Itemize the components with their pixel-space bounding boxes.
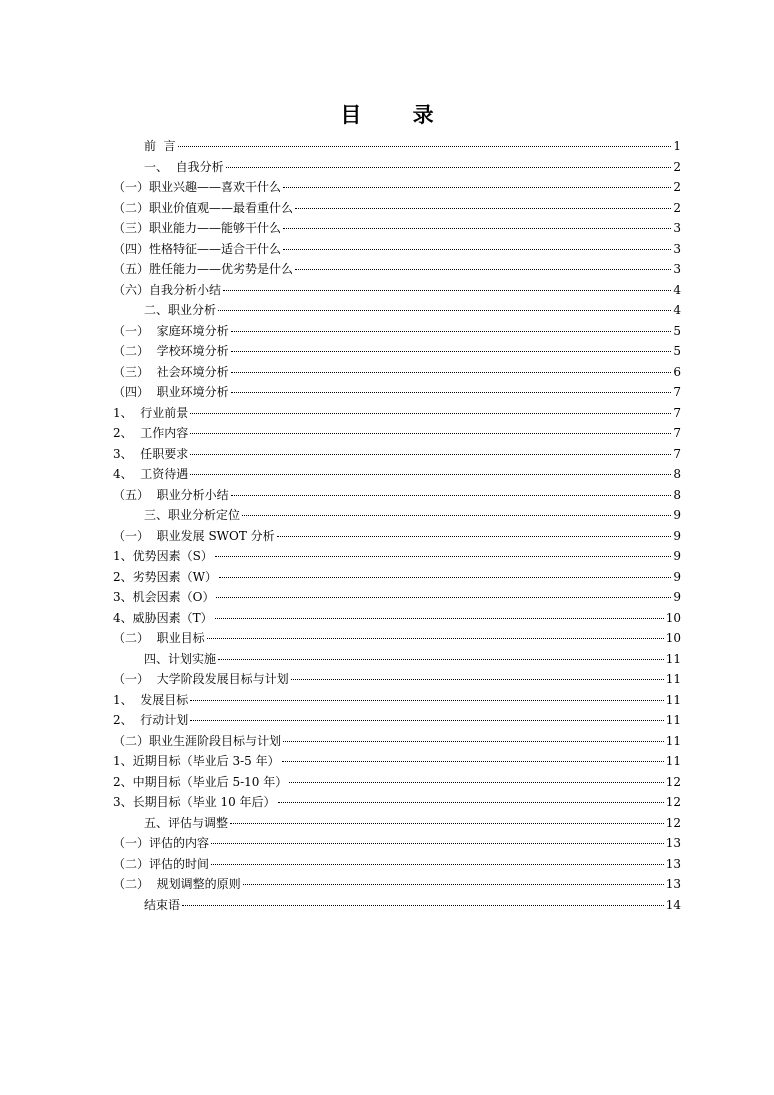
toc-entry[interactable] <box>113 608 681 629</box>
toc-entry-page-number: 7 <box>673 446 681 461</box>
toc-entry[interactable] <box>113 751 681 772</box>
toc-entry-page-number: 1 <box>673 139 681 153</box>
toc-dot-leader <box>231 495 672 496</box>
toc-entry[interactable] <box>113 464 681 485</box>
toc-entry-label: （六）自我分析小结 <box>113 282 222 297</box>
toc-entry-page-number: 9 <box>673 569 681 584</box>
toc-entry-label: 2、 工作内容 <box>113 426 189 440</box>
toc-entry[interactable] <box>113 198 681 219</box>
toc-entry[interactable] <box>113 341 681 362</box>
toc-entry-page-number: 7 <box>673 405 681 420</box>
toc-dot-leader <box>223 290 671 291</box>
toc-entry-page-number: 8 <box>673 487 681 502</box>
toc-entry-label: （一） 大学阶段发展目标与计划 <box>113 672 289 686</box>
toc-dot-leader <box>231 331 672 332</box>
toc-entry-label: （二） 职业目标 <box>113 631 205 645</box>
toc-dot-leader <box>231 392 672 393</box>
toc-entry[interactable] <box>113 505 681 526</box>
toc-dot-leader <box>182 905 664 906</box>
toc-dot-leader <box>190 433 671 434</box>
table-of-contents <box>113 136 681 915</box>
toc-entry[interactable] <box>113 218 681 239</box>
toc-entry-label: （一）评估的内容 <box>113 836 210 850</box>
toc-entry[interactable] <box>113 567 681 588</box>
toc-entry[interactable] <box>113 259 681 280</box>
toc-entry-page-number: 8 <box>673 467 681 481</box>
toc-dot-leader <box>231 372 672 373</box>
toc-entry-label: （一） 家庭环境分析 <box>113 323 229 338</box>
toc-dot-leader <box>216 597 671 598</box>
toc-entry-label: （二）评估的时间 <box>113 856 210 871</box>
toc-dot-leader <box>190 474 671 475</box>
toc-entry-label: （二） 规划调整的原则 <box>113 877 241 891</box>
toc-entry[interactable] <box>113 690 681 711</box>
toc-entry-label: 2、 行动计划 <box>113 713 189 727</box>
toc-entry[interactable] <box>113 382 681 403</box>
toc-dot-leader <box>215 618 664 619</box>
toc-entry-page-number: 12 <box>665 815 681 830</box>
toc-dot-leader <box>219 577 671 578</box>
toc-dot-leader <box>190 454 671 455</box>
toc-entry-page-number: 9 <box>673 590 681 604</box>
toc-entry-page-number: 2 <box>673 159 681 174</box>
toc-entry-page-number: 11 <box>665 651 681 666</box>
page-title: 目 录 <box>340 103 456 127</box>
toc-entry-page-number: 10 <box>665 610 681 625</box>
toc-entry[interactable] <box>113 669 681 690</box>
toc-entry-page-number: 5 <box>673 344 681 358</box>
toc-entry-page-number: 11 <box>665 754 681 768</box>
toc-entry-label: （四） 职业环境分析 <box>113 385 229 399</box>
toc-entry-label: 2、中期目标（毕业后 5-10 年） <box>113 774 288 789</box>
toc-entry-page-number: 7 <box>673 385 681 399</box>
toc-entry-label: 结束语 <box>144 897 181 912</box>
toc-entry-page-number: 9 <box>673 549 681 563</box>
toc-entry[interactable] <box>113 710 681 731</box>
toc-entry[interactable] <box>113 362 681 383</box>
toc-entry[interactable] <box>113 874 681 895</box>
toc-entry-page-number: 4 <box>673 303 681 317</box>
toc-entry-page-number: 11 <box>665 672 681 686</box>
toc-entry-page-number: 3 <box>673 241 681 256</box>
toc-entry-page-number: 3 <box>673 221 681 235</box>
toc-entry[interactable] <box>113 157 681 178</box>
toc-dot-leader <box>215 556 672 557</box>
toc-entry-page-number: 6 <box>673 364 681 379</box>
toc-dot-leader <box>230 823 664 824</box>
toc-entry-label: （一） 职业发展 SWOT 分析 <box>113 528 275 543</box>
toc-entry-page-number: 2 <box>673 200 681 215</box>
toc-dot-leader <box>283 187 671 188</box>
toc-entry[interactable] <box>113 895 681 916</box>
toc-dot-leader <box>242 515 671 516</box>
toc-dot-leader <box>289 782 663 783</box>
toc-entry[interactable] <box>113 444 681 465</box>
toc-entry[interactable] <box>113 300 681 321</box>
toc-entry-page-number: 12 <box>665 795 681 809</box>
toc-entry[interactable] <box>113 813 681 834</box>
toc-entry-page-number: 12 <box>665 774 681 789</box>
toc-entry[interactable] <box>113 177 681 198</box>
toc-entry-page-number: 9 <box>673 528 681 543</box>
toc-entry-page-number: 14 <box>665 897 681 912</box>
toc-entry[interactable] <box>113 423 681 444</box>
toc-entry[interactable] <box>113 403 681 424</box>
toc-entry[interactable] <box>113 239 681 260</box>
toc-entry-page-number: 3 <box>673 262 681 276</box>
toc-entry[interactable] <box>113 731 681 752</box>
toc-entry[interactable] <box>113 280 681 301</box>
toc-dot-leader <box>190 700 663 701</box>
toc-entry-page-number: 2 <box>673 180 681 194</box>
toc-entry-label: （五） 职业分析小结 <box>113 487 229 502</box>
toc-entry-label: 3、长期目标（毕业 10 年后） <box>113 795 276 809</box>
toc-entry[interactable] <box>113 628 681 649</box>
toc-dot-leader <box>211 864 664 865</box>
toc-entry[interactable] <box>113 485 681 506</box>
toc-entry-label: （二） 学校环境分析 <box>113 344 229 358</box>
toc-entry-label: 4、威胁因素（T） <box>113 610 213 625</box>
toc-entry-label: 1、 行业前景 <box>113 405 189 420</box>
toc-entry[interactable] <box>113 321 681 342</box>
toc-dot-leader <box>295 269 671 270</box>
toc-entry-label: 2、劣势因素（W） <box>113 569 217 584</box>
toc-entry-page-number: 13 <box>665 856 681 871</box>
toc-entry-page-number: 9 <box>673 508 681 522</box>
toc-entry-label: （三）职业能力——能够干什么 <box>113 221 282 235</box>
toc-entry-label: 一、 自我分析 <box>144 159 224 174</box>
toc-dot-leader <box>283 228 671 229</box>
toc-dot-leader <box>291 679 664 680</box>
toc-entry-label: 1、 发展目标 <box>113 692 189 707</box>
toc-entry[interactable] <box>113 833 681 854</box>
toc-entry-label: 4、 工资待遇 <box>113 467 189 481</box>
toc-entry-label: 1、近期目标（毕业后 3-5 年） <box>113 754 280 768</box>
toc-entry[interactable] <box>113 854 681 875</box>
toc-entry-page-number: 11 <box>665 733 681 748</box>
toc-entry[interactable] <box>113 546 681 567</box>
toc-dot-leader <box>218 659 664 660</box>
toc-dot-leader <box>295 208 671 209</box>
toc-entry-page-number: 7 <box>673 426 681 440</box>
toc-entry-page-number: 11 <box>665 692 681 707</box>
toc-entry-label: 1、优势因素（S） <box>113 549 213 563</box>
toc-dot-leader <box>211 843 664 844</box>
toc-entry-label: （一）职业兴趣——喜欢干什么 <box>113 180 282 194</box>
toc-dot-leader <box>277 536 672 537</box>
toc-dot-leader <box>283 249 671 250</box>
toc-entry[interactable] <box>113 772 681 793</box>
toc-entry-label: 3、机会因素（O） <box>113 590 215 604</box>
toc-entry-label: 四、计划实施 <box>144 651 217 666</box>
toc-entry-page-number: 13 <box>665 877 681 891</box>
toc-dot-leader <box>282 761 664 762</box>
toc-entry-label: （二）职业生涯阶段目标与计划 <box>113 733 282 748</box>
toc-dot-leader <box>278 802 664 803</box>
toc-entry-label: 五、评估与调整 <box>144 815 229 830</box>
toc-entry-label: 三、职业分析定位 <box>144 508 241 522</box>
toc-dot-leader <box>178 146 672 147</box>
toc-entry-label: （五）胜任能力——优劣势是什么 <box>113 262 294 276</box>
toc-entry[interactable] <box>113 136 681 157</box>
toc-dot-leader <box>243 884 664 885</box>
toc-entry-page-number: 4 <box>673 282 681 297</box>
toc-entry-label: （三） 社会环境分析 <box>113 364 229 379</box>
toc-entry-label: （二）职业价值观——最看重什么 <box>113 200 294 215</box>
toc-entry-label: （四）性格特征——适合干什么 <box>113 241 282 256</box>
toc-entry-label: 二、职业分析 <box>144 303 217 317</box>
toc-dot-leader <box>226 167 672 168</box>
toc-entry[interactable] <box>113 526 681 547</box>
toc-entry-label: 3、 任职要求 <box>113 446 189 461</box>
toc-entry[interactable] <box>113 649 681 670</box>
toc-entry[interactable] <box>113 587 681 608</box>
toc-dot-leader <box>218 310 671 311</box>
toc-entry-page-number: 5 <box>673 323 681 338</box>
toc-entry[interactable] <box>113 792 681 813</box>
toc-dot-leader <box>231 351 672 352</box>
toc-entry-label: 前 言 <box>144 139 176 153</box>
toc-dot-leader <box>190 720 663 721</box>
toc-entry-page-number: 10 <box>665 631 681 645</box>
toc-entry-page-number: 11 <box>665 713 681 727</box>
toc-dot-leader <box>283 741 664 742</box>
toc-dot-leader <box>190 413 671 414</box>
toc-entry-page-number: 13 <box>665 836 681 850</box>
toc-dot-leader <box>207 638 664 639</box>
